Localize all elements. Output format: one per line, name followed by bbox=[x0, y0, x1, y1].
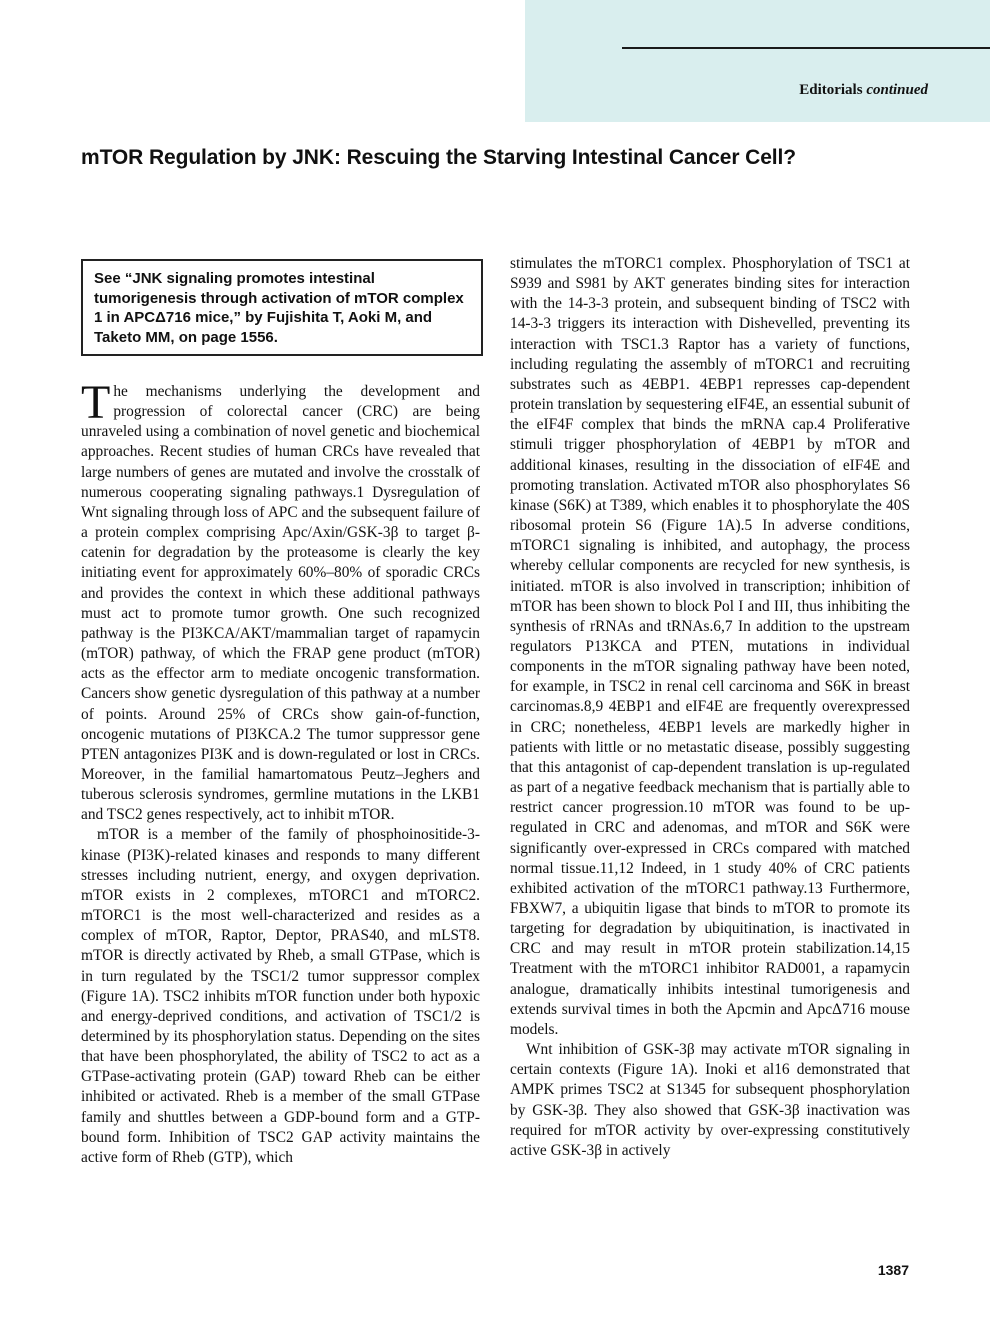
header-accent-block bbox=[525, 0, 990, 122]
section-label: Editorials bbox=[799, 82, 863, 98]
right-column bbox=[510, 254, 910, 1161]
drop-cap: T bbox=[81, 376, 111, 429]
left-column bbox=[81, 376, 480, 1168]
paragraph-intro bbox=[81, 376, 480, 825]
paragraph-wnt: Wnt inhibition of GSK-3β may activate mTOR signaling in certain contexts (Figure 1A). Inoki et al16 demonstrated that AMPK primes TSC2 at S1345 for subsequent phosphorylation by GSK-3β. They also showed that GSK-3β inactivation was required for mTOR activity by over-expressing constitutively active GSK-3β in actively bbox=[510, 1041, 910, 1159]
running-head bbox=[799, 82, 928, 99]
see-also-box: See “JNK signaling promotes intestinal tumorigenesis through activation of mTOR complex 1 in APCΔ716 mice,” by Fujishita T, Aoki M, and Taketo MM, on page 1556. bbox=[81, 259, 483, 356]
header-rule bbox=[622, 47, 990, 49]
paragraph-mtor: mTOR is a member of the family of phosphoinositide-3-kinase (PI3K)-related kinases and responds to many different stresses including nutrient, energy, and oxygen deprivation. mTOR exists in 2 complexes, mTORC1 and mTORC2. mTORC1 is the most well-characterized and resides as a complex of mTOR, Raptor, Deptor, PRAS40, and mLST8. mTOR is directly activated by Rheb, a small GTPase, which is in turn regulated by the TSC1/2 tumor suppressor complex (Figure 1A). TSC2 inhibits mTOR function under both hypoxic and energy-deprived conditions, and activation of TSC1/2 is determined by its phosphorylation status. Depending on the sites that have been phosphorylated, the ability of TSC2 to act as a GTPase-activating protein (GAP) toward Rheb can be either inhibited or activated. Rheb is a member of the small GTPase family and shuttles between a GDP-bound form and a GTP-bound form. Inhibition of TSC2 GAP activity maintains the active form of Rheb (GTP), which bbox=[81, 826, 480, 1166]
page-number: 1387 bbox=[877, 1262, 909, 1278]
paragraph-intro-text: he mechanisms underlying the development and progression of colorectal cancer (CRC) are being unraveled using a combination of novel genetic and biochemical approaches. Recent studies of human CRCs have revealed that large numbers of genes are mutated and involve the crosstalk of numerous cooperating signaling pathways.1 Dysregulation of Wnt signaling through loss of APC and the subsequent failure of a protein complex comprising Apc/Axin/GSK-3β to target β-catenin for degradation by the proteasome is clearly the key initiating event for approximately 60%–80% of sporadic CRCs and provides the context in which these additional pathways must act to promote tumor growth. One such recognized pathway is the PI3KCA/AKT/mammalian target of rapamycin (mTOR) pathway, of which the FRAP gene product (mTOR) acts as the effector arm to mediate oncogenic transformation. Cancers show genetic dysregulation of this pathway at a number of points. Around 25% of CRCs show gain-of-function, oncogenic mutations of PI3KCA.2 The tumor suppressor gene PTEN antagonizes PI3K and is down-regulated or lost in CRCs. Moreover, in the familial hamartomatous Peutz–Jeghers and tuberous sclerosis syndromes, germline mutations in the LKB1 and TSC2 genes respectively, act to inhibit mTOR. bbox=[81, 383, 480, 824]
article-title: mTOR Regulation by JNK: Rescuing the Starving Intestinal Cancer Cell? bbox=[81, 146, 797, 169]
continued-label: continued bbox=[866, 82, 928, 98]
paragraph-continued: stimulates the mTORC1 complex. Phosphorylation of TSC1 at S939 and S981 by AKT generates binding sites for interaction with the 14-3-3 protein, and subsequent binding of TSC2 with 14-3-3 triggers its interaction with Dishevelled, preventing its interaction with TSC1.3 Raptor has a variety of functions, including regulating the assembly of mTORC1 and recruiting substrates such as 4EBP1. 4EBP1 represses cap-dependent protein translation by sequestering eIF4E, an essential subunit of the eIF4F complex that binds the mRNA cap.4 Proliferative stimuli trigger phosphorylation of 4EBP1 by mTOR and additional kinases, resulting in the dissociation of eIF4E and promoting translation. Activated mTOR also phosphorylates S6 kinase (S6K) at T389, which enables it to phosphorylate the 40S ribosomal protein S6 (Figure 1A).5 In adverse conditions, mTORC1 signaling is inhibited, and autophagy, the process whereby cellular components are recycled for new synthesis, is initiated. mTOR is also involved in transcription; inhibition of mTOR has been shown to block Pol I and III, thus inhibiting the synthesis of rRNAs and tRNAs.6,7 In addition to the upstream regulators P13KCA and PTEN, mutations in individual components in the mTOR signaling pathway have been noted, for example, in TSC2 in renal cell carcinoma and S6K in breast carcinomas.8,9 4EBP1 and eIF4E are frequently overexpressed in CRC; nonetheless, 4EBP1 levels are markedly higher in patients with little or no metastatic disease, possibly suggesting that this antagonist of cap-dependent translation is up-regulated as part of a negative feedback mechanism that is partially able to restrict cancer progression.10 mTOR was found to be up-regulated in CRC and adenomas, and mTOR and S6K were significantly over-expressed in CRCs compared with matched normal tissue.11,12 Indeed, in 1 study 40% of CRC patients exhibited activation of the mTORC1 pathway.13 Furthermore, FBXW7, a ubiquitin ligase that binds to mTOR to promote its targeting for degradation by ubiquitination, is inactivated in CRC and may result in mTOR protein stabilization.14,15 Treatment with the mTORC1 inhibitor RAD001, a rapamycin analogue, dramatically inhibits intestinal tumorigenesis and extends survival times in both the Apcmin and ApcΔ716 mouse models. bbox=[510, 255, 910, 1038]
